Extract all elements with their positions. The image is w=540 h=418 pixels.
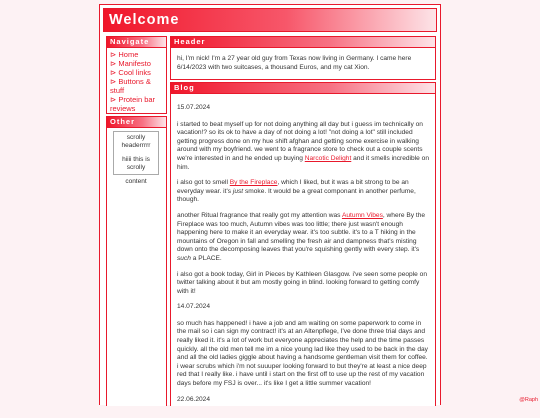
nav-link-manifesto[interactable]: ⊳ Manifesto — [110, 59, 151, 68]
blog-paragraph: so much has happened! i have a job and am waiting on some paperwork to come in the mail so i can sign my contract! it's at an Altenpflege, I've done three trial days and really liked it. it's a lot of work but everyone appreciates the help and the time passes quickly. all the old men tell me im a nice young lad like they used to be back in the day and all the old ladies giggle about having a handsome gentleman visit them for coffee. i wear scrubs which i'm not suuuper looking forward to but they're at least a nice deep red that I really like. i have until i start on the first off to use up the rest of my vacation days before my FSJ is over... it's like I get a little summer vacation! — [177, 319, 428, 388]
scroll-text-line: scrolly headerrrrr — [121, 134, 151, 149]
blog-paragraph: i also got to smell By the Fireplace, which I liked, but it was a bit strong to be an everyday wear. it's just smoke. It would be a great componant in another perfume, though. — [177, 179, 416, 204]
blog-title: Blog — [171, 83, 435, 94]
nav-link-cool-links[interactable]: ⊳ Cool links — [110, 68, 151, 77]
blog-date: 22.06.2024 — [177, 395, 211, 403]
blog-content[interactable] — [171, 94, 435, 418]
nav-link-buttons-stuff[interactable]: ⊳ Buttons & stuff — [110, 77, 151, 95]
navigate-box — [106, 36, 167, 114]
header-title: Header — [171, 37, 435, 48]
other-title: Other — [107, 117, 166, 128]
nav-link-protein-bar-reviews[interactable]: ⊳ Protein bar reviews — [110, 95, 156, 113]
scroll-text-line: content — [125, 178, 147, 185]
fragrance-link-by-the-fireplace[interactable]: By the Fireplace — [229, 179, 278, 187]
header-content — [171, 48, 435, 78]
header-box — [170, 36, 436, 80]
navigate-list — [107, 48, 166, 115]
scroll-text-line: hiiii this is scrolly — [122, 156, 150, 171]
blog-paragraph: i also got a book today, Girl in Pieces by Kathleen Glasgow. i've seen some people on twitter talking about it but am mostly going in blind. looking forward to getting comfy with it! — [177, 270, 428, 295]
blog-box — [170, 82, 436, 406]
intro-text: hi, I'm nick! I'm a 27 year old guy from Texas now living in Germany. I came here 6/14/2023 with two suitcases, a thousand Euros, and my cat Xion. — [177, 55, 412, 71]
site-title: Welcome — [109, 12, 180, 28]
site-banner — [103, 8, 437, 32]
scroll-marquee-box[interactable] — [113, 131, 159, 185]
fragrance-link-autumn-vibes[interactable]: Autumn Vibes — [341, 211, 383, 219]
page-container — [99, 4, 441, 405]
credit-text: @Raph — [519, 397, 538, 403]
blog-paragraph: i started to beat myself up for not doing anything all day but i guess im technically on vacation!? so its ok to have a day of not doing a lot! "not doing a lot" still included getting progress done on my hue shift afghan and getting some exercise in walking around with my boyfriend. we went to a fragrance store to check out a couple scents we're interested in and he ended up buying Narcotic Delight and it smells incredible on him. — [177, 120, 429, 171]
nav-link-home[interactable]: ⊳ Home — [110, 50, 139, 59]
blog-paragraph: another Ritual fragrance that really got my attention was Autumn Vibes, where By the Fireplace was too much, Autumn vibes was too little; there just wasn't enough happening here to make it an everyday wear. it's too subtle. it's to a T hiking in the mountains of Oregon in fall and smelling the fresh air and dampness that's misting down onto the decomposing leaves that you're squishing gently with every step. it's such a PLACE. — [177, 211, 426, 262]
blog-date: 15.07.2024 — [177, 104, 211, 111]
other-box — [106, 116, 167, 406]
navigate-title: Navigate — [107, 37, 166, 48]
blog-date: 14.07.2024 — [177, 303, 211, 311]
fragrance-link-narcotic-delight[interactable]: Narcotic Delight — [304, 154, 352, 162]
